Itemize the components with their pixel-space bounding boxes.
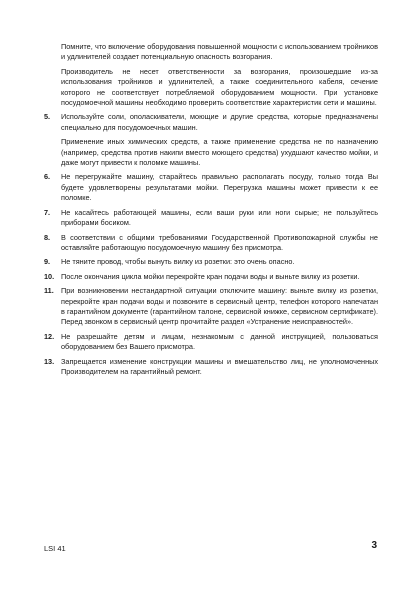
item-number: 11. [44, 286, 54, 296]
list-item [44, 257, 378, 267]
item-number: 8. [44, 232, 51, 242]
list-item [44, 172, 378, 203]
item-paragraph: Не перегружайте машину, старайтесь правильно располагать посуду, только тогда Вы будете удовлетворены результатами мойки. Перегрузка машины может привести к ее поломке. [61, 172, 378, 203]
item-body [61, 332, 378, 353]
item-paragraph: Используйте соли, ополаскиватели, моющие и другие средства, которые предназначены специально для посудомоечных машин. [61, 112, 378, 132]
list-item [44, 233, 378, 254]
item-body [61, 233, 378, 254]
item-body [61, 357, 378, 378]
page-number: 3 [371, 540, 377, 551]
item-paragraph: В соответствии с общими требованиями Государственной Противопожарной службы не оставляйте работающую посудомоечную машину без присмотра. [61, 232, 378, 252]
item-body [61, 112, 378, 168]
item-paragraph: Запрещается изменение конструкции машины и вмешательство лиц, не уполномоченных Производителем на гарантийный ремонт. [61, 356, 378, 376]
item-number: 12. [44, 331, 55, 341]
item-number: 10. [44, 271, 55, 281]
intro-paragraph: Производитель не несет ответственности за возгорания, произошедшие из-за использования тройников и удлинителей, а также соединительного кабеля, сечение которого не соответствует потребляемой оборудованием мощности. При установке посудомоечной машины необходимо проверить соответствие характеристик сети и машины. [61, 66, 378, 108]
list-item [44, 272, 378, 282]
item-paragraph: При возникновении нестандартной ситуации отключите машину: выньте вилку из розетки, перекройте кран подачи воды и позвоните в сервисный центр, телефон которого напечатан в гарантийном документе (гарантийном талоне, сервисной книжке, сервисном сертификате). Перед звонком в сервисный центр прочитайте раздел «Устранение неисправностей». [61, 286, 378, 327]
item-body [61, 272, 378, 282]
item-body [61, 208, 378, 229]
item-number: 6. [44, 172, 51, 182]
list-item [44, 112, 378, 168]
item-body [61, 286, 378, 328]
item-number: 7. [44, 207, 51, 217]
model-name: LSI 41 [44, 544, 66, 553]
item-paragraph: Не разрешайте детям и лицам, незнакомым с данной инструкцией, пользоваться оборудованием без Вашего присмотра. [61, 331, 378, 352]
item-number: 5. [44, 112, 51, 122]
list-item [44, 357, 378, 378]
list-item [44, 286, 378, 328]
list-item [44, 332, 378, 353]
item-body [61, 172, 378, 203]
item-paragraph: Применение иных химических средств, а также применение средства не по назначению (например, средства против накипи вместо моющего средства) ухудшают качество мойки, и даже могут привести к поломке машины. [61, 137, 378, 168]
list-item [44, 208, 378, 229]
item-paragraph: После окончания цикла мойки перекройте кран подачи воды и выньте вилку из розетки. [61, 271, 360, 281]
item-number: 13. [44, 356, 55, 366]
item-paragraph: Не тяните провод, чтобы вынуть вилку из розетки: это очень опасно. [61, 257, 295, 267]
instructions-list [44, 112, 378, 377]
item-body [61, 257, 378, 267]
intro-paragraph: Помните, что включение оборудования повышенной мощности с использованием тройников и удлинителей создает потенциальную опасность возгорания. [61, 42, 378, 62]
item-paragraph: Не касайтесь работающей машины, если ваши руки или ноги сырые; не пользуйтесь приборами босиком. [61, 207, 378, 228]
item-number: 9. [44, 257, 51, 267]
safety-instructions [44, 42, 378, 381]
